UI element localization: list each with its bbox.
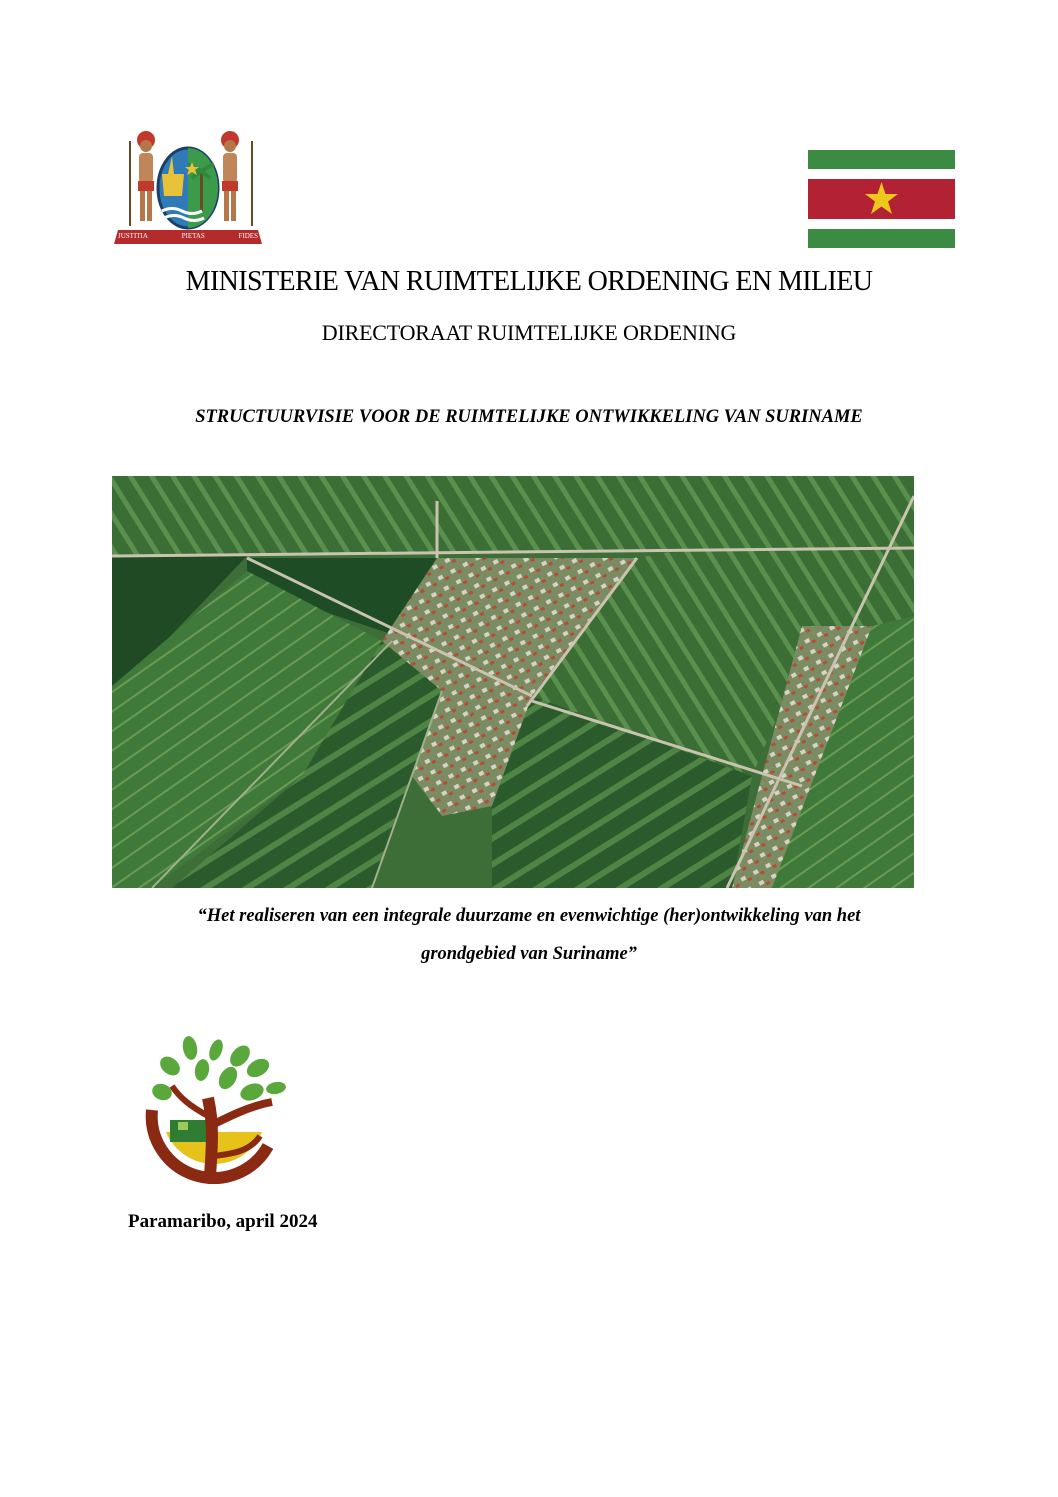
directorate-title: DIRECTORAAT RUIMTELIJKE ORDENING bbox=[321, 320, 737, 345]
suriname-flag bbox=[808, 150, 955, 248]
tree-logo-icon bbox=[140, 1036, 288, 1184]
document-title: STRUCTUURVISIE VOOR DE RUIMTELIJKE ONTWIKKELING VAN SURINAME bbox=[195, 407, 863, 427]
quote-line-2: grondgebied van Suriname” bbox=[421, 944, 637, 964]
motto-pietas: PIETAS bbox=[181, 232, 205, 240]
motto-justitia: JUSTITIA bbox=[118, 232, 148, 240]
aerial-satellite-image bbox=[112, 476, 914, 888]
quote-line-1: “Het realiseren van een integrale duurzame en evenwichtige (her)ontwikkeling van het bbox=[197, 906, 861, 926]
right-warrior-icon bbox=[221, 131, 252, 226]
left-warrior-icon bbox=[130, 131, 155, 226]
ministry-title: MINISTERIE VAN RUIMTELIJKE ORDENING EN MILIEU bbox=[185, 266, 873, 297]
coat-of-arms bbox=[112, 126, 264, 250]
shield-icon bbox=[158, 148, 218, 228]
motto-fides: FIDES bbox=[238, 232, 258, 240]
place-and-date: Paramaribo, april 2024 bbox=[128, 1211, 318, 1232]
